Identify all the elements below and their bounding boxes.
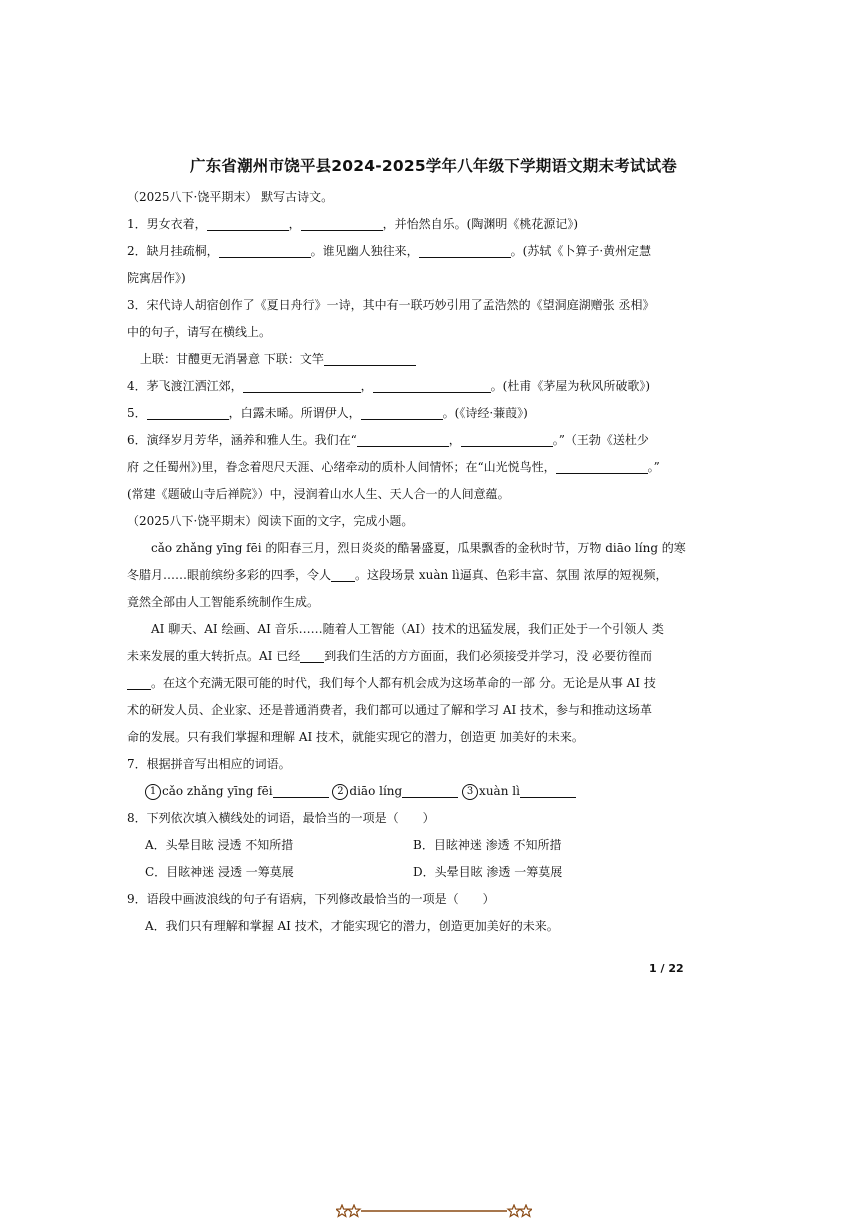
answer-blank[interactable] (373, 378, 491, 393)
question-3-cont: 中的句子，请写在横线上。 (127, 325, 272, 339)
passage-line: 竟然全部由人工智能系统制作生成。 (127, 595, 320, 609)
question-3-couplet: 上联：甘醴更无消暑意 下联：文竿 (127, 346, 687, 373)
answer-blank[interactable] (300, 648, 324, 663)
passage-paragraph-2: AI 聊天、AI 绘画、AI 音乐……随着人工智能（AI）技术的迅猛发展，我们正处于一个引领人 类 (151, 622, 664, 636)
question-2-cont: 院寓居作》) (127, 271, 186, 285)
answer-blank[interactable] (461, 432, 553, 447)
option-b[interactable]: B．目眩神迷 渗透 不知所措 (413, 838, 562, 852)
circled-number: 1 (145, 784, 161, 800)
passage-line: 未来发展的重大转折点。AI 已经 到我们生活的方方面面，我们必须接受并学习，没 必要彷徨而 (127, 649, 653, 663)
answer-blank[interactable] (219, 243, 311, 258)
passage-line: 冬腊月……眼前缤纷多彩的四季，令人 。这段场景 xuàn lì逼真、色彩丰富、氛围 浓厚的短视频， (127, 568, 668, 582)
question-2: 2．缺月挂疏桐， 。谁见幽人独往来， 。(苏轼《卜算子·黄州定慧 (127, 244, 652, 258)
option-a[interactable]: A．我们只有理解和掌握 AI 技术，才能实现它的潜力，创造更加美好的未来。 (145, 919, 559, 933)
question-3: 3．宋代诗人胡宿创作了《夏日舟行》一诗，其中有一联巧妙引用了孟浩然的《望洞庭湖赠张 丞相》 (127, 298, 655, 312)
answer-blank[interactable] (147, 405, 229, 420)
page-title: 广东省潮州市饶平县2024-2025学年八年级下学期语文期末考试试卷 (189, 157, 677, 175)
question-6-cont2: (常建《题破山寺后禅院》）中，浸润着山水人生、天人合一的人间意蕴。 (127, 487, 510, 501)
answer-blank[interactable] (357, 432, 449, 447)
exam-content (127, 184, 687, 940)
question-8-options-row1 (127, 832, 687, 859)
section-intro-reading: （2025八下·饶平期末）阅读下面的文字，完成小题。 (127, 514, 414, 528)
question-5: 5． ，白露未晞。所谓伊人， 。(《诗经·蒹葭》) (127, 406, 528, 420)
passage-paragraph-1: cǎo zhǎng yīng fēi 的阳春三月，烈日炎炎的酷暑盛夏，瓜果飘香的金秋时节，万物 diāo líng 的寒 (151, 541, 686, 555)
page-number: 1 / 22 (649, 962, 684, 975)
answer-blank[interactable] (402, 783, 458, 798)
passage-line: 术的研发人员、企业家、还是普通消费者，我们都可以通过了解和学习 AI 技术，参与和推动这场革 (127, 703, 653, 717)
answer-blank[interactable] (243, 378, 361, 393)
answer-blank[interactable] (127, 675, 151, 690)
answer-blank[interactable] (207, 216, 289, 231)
answer-blank[interactable] (361, 405, 443, 420)
footer (0, 1204, 867, 1218)
answer-blank[interactable] (556, 459, 648, 474)
answer-blank[interactable] (520, 783, 576, 798)
question-8-options-row2 (127, 859, 687, 886)
answer-blank[interactable] (273, 783, 329, 798)
question-1: 1．男女衣着， ， ，并怡然自乐。(陶渊明《桃花源记》) (127, 217, 579, 231)
answer-blank[interactable] (419, 243, 511, 258)
question-6: 6．演绎岁月芳华，涵养和雅人生。我们在“ ， 。”（王勃《送杜少 (127, 433, 649, 447)
option-c[interactable]: C．目眩神迷 浸透 一筹莫展 (145, 865, 294, 879)
answer-blank[interactable] (331, 567, 355, 582)
passage-line: 。在这个充满无限可能的时代，我们每个人都有机会成为这场革命的一部 分。无论是从事 AI 技 (127, 670, 687, 697)
question-6-cont: 府 之任蜀州》)里，眷念着咫尺天涯、心绪牵动的质朴人间情怀；在“山光悦鸟性， 。” (127, 460, 660, 474)
circled-number: 3 (462, 784, 478, 800)
option-a[interactable]: A．头晕目眩 浸透 不知所措 (145, 838, 294, 852)
question-7-items: 1 cǎo zhǎng yīng fēi 2 diāo líng 3 xuàn lì (127, 778, 687, 805)
section-intro: （2025八下·饶平期末） 默写古诗文。 (127, 190, 334, 204)
question-7: 7．根据拼音写出相应的词语。 (127, 757, 291, 771)
passage-line: 命的发展。只有我们掌握和理解 AI 技术，就能实现它的潜力，创造更 加美好的未来。 (127, 730, 584, 744)
question-8: 8．下列依次填入横线处的词语，最恰当的一项是（ ） (127, 811, 435, 825)
answer-blank[interactable] (301, 216, 383, 231)
question-4: 4．茅飞渡江洒江郊， ， 。(杜甫《茅屋为秋风所破歌》) (127, 379, 651, 393)
star-divider-icon (336, 1204, 532, 1218)
circled-number: 2 (332, 784, 348, 800)
option-d[interactable]: D．头晕目眩 渗透 一筹莫展 (413, 865, 563, 879)
question-9: 9．语段中画波浪线的句子有语病，下列修改最恰当的一项是（ ） (127, 892, 495, 906)
answer-blank[interactable] (324, 351, 416, 366)
